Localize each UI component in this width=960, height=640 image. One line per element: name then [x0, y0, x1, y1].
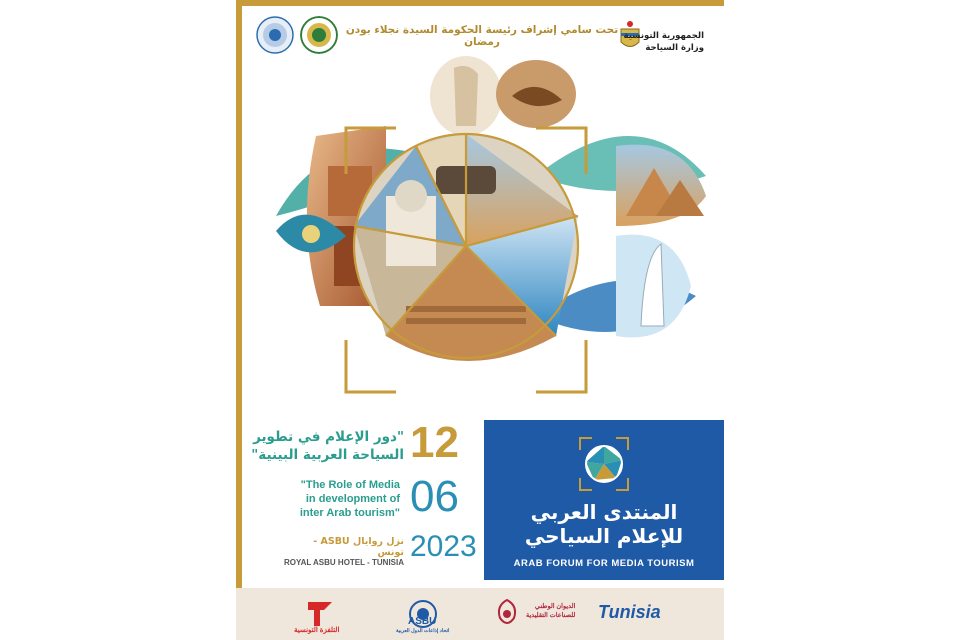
theme-en-line-2: in development of — [305, 493, 400, 505]
handicrafts-line-2: للصناعات التقليدية — [526, 612, 576, 619]
handicrafts-office-logo-icon — [492, 594, 522, 634]
tunisia-brand-logo: Tunisia — [598, 602, 661, 622]
handicrafts-office-label — [526, 602, 575, 620]
handicrafts-line-1: الديوان الوطني — [534, 603, 576, 610]
asbu-subtitle: اتحاد إذاعات الدول العربية — [396, 628, 450, 634]
date-year: 2023 — [410, 530, 477, 563]
asbu-label: ASBU — [408, 616, 437, 627]
date-day: 12 — [410, 418, 459, 467]
ministry-line-2: وزارة السياحة — [645, 43, 704, 53]
theme-ar-line-2: السياحة العربية البينية" — [251, 447, 404, 463]
forum-ar-line-2: للإعلام السياحي — [524, 524, 684, 548]
header — [236, 6, 724, 56]
ministry-line-1: الجمهورية التونسية — [623, 31, 704, 41]
patronage-text: تحت سامي إشراف رئيسة الحكومة السيدة نجلاء بودن رمضان — [345, 24, 619, 48]
date-month: 06 — [410, 472, 459, 521]
forum-ar-line-1: المنتدى العربي — [530, 500, 678, 524]
sponsor-footer — [236, 588, 724, 640]
ministry-name — [624, 30, 704, 54]
arab-league-logo-icon — [256, 16, 294, 54]
theme-ar-line-1: "دور الإعلام في تطوير — [253, 429, 404, 445]
forum-aperture-logo-icon — [576, 434, 632, 494]
event-details — [251, 418, 500, 588]
theme-arabic — [244, 428, 404, 464]
arab-tourism-org-logo-icon — [300, 16, 338, 54]
theme-en-line-3: inter Arab tourism" — [299, 507, 400, 519]
tunisian-tv-label: التلفزة التونسية — [294, 627, 340, 634]
poster — [236, 0, 724, 640]
theme-en-line-1: "The Role of Media — [300, 479, 400, 491]
forum-logo-box — [484, 420, 724, 580]
forum-name-english: ARAB FORUM FOR MEDIA TOURISM — [513, 558, 695, 569]
venue-arabic: نزل روايال ASBU - تونس — [313, 536, 404, 558]
theme-english — [270, 478, 400, 520]
venue-english: ROYAL ASBU HOTEL - TUNISIA — [283, 558, 404, 567]
tourism-photo-collage — [236, 56, 724, 416]
forum-name-arabic — [484, 500, 724, 548]
